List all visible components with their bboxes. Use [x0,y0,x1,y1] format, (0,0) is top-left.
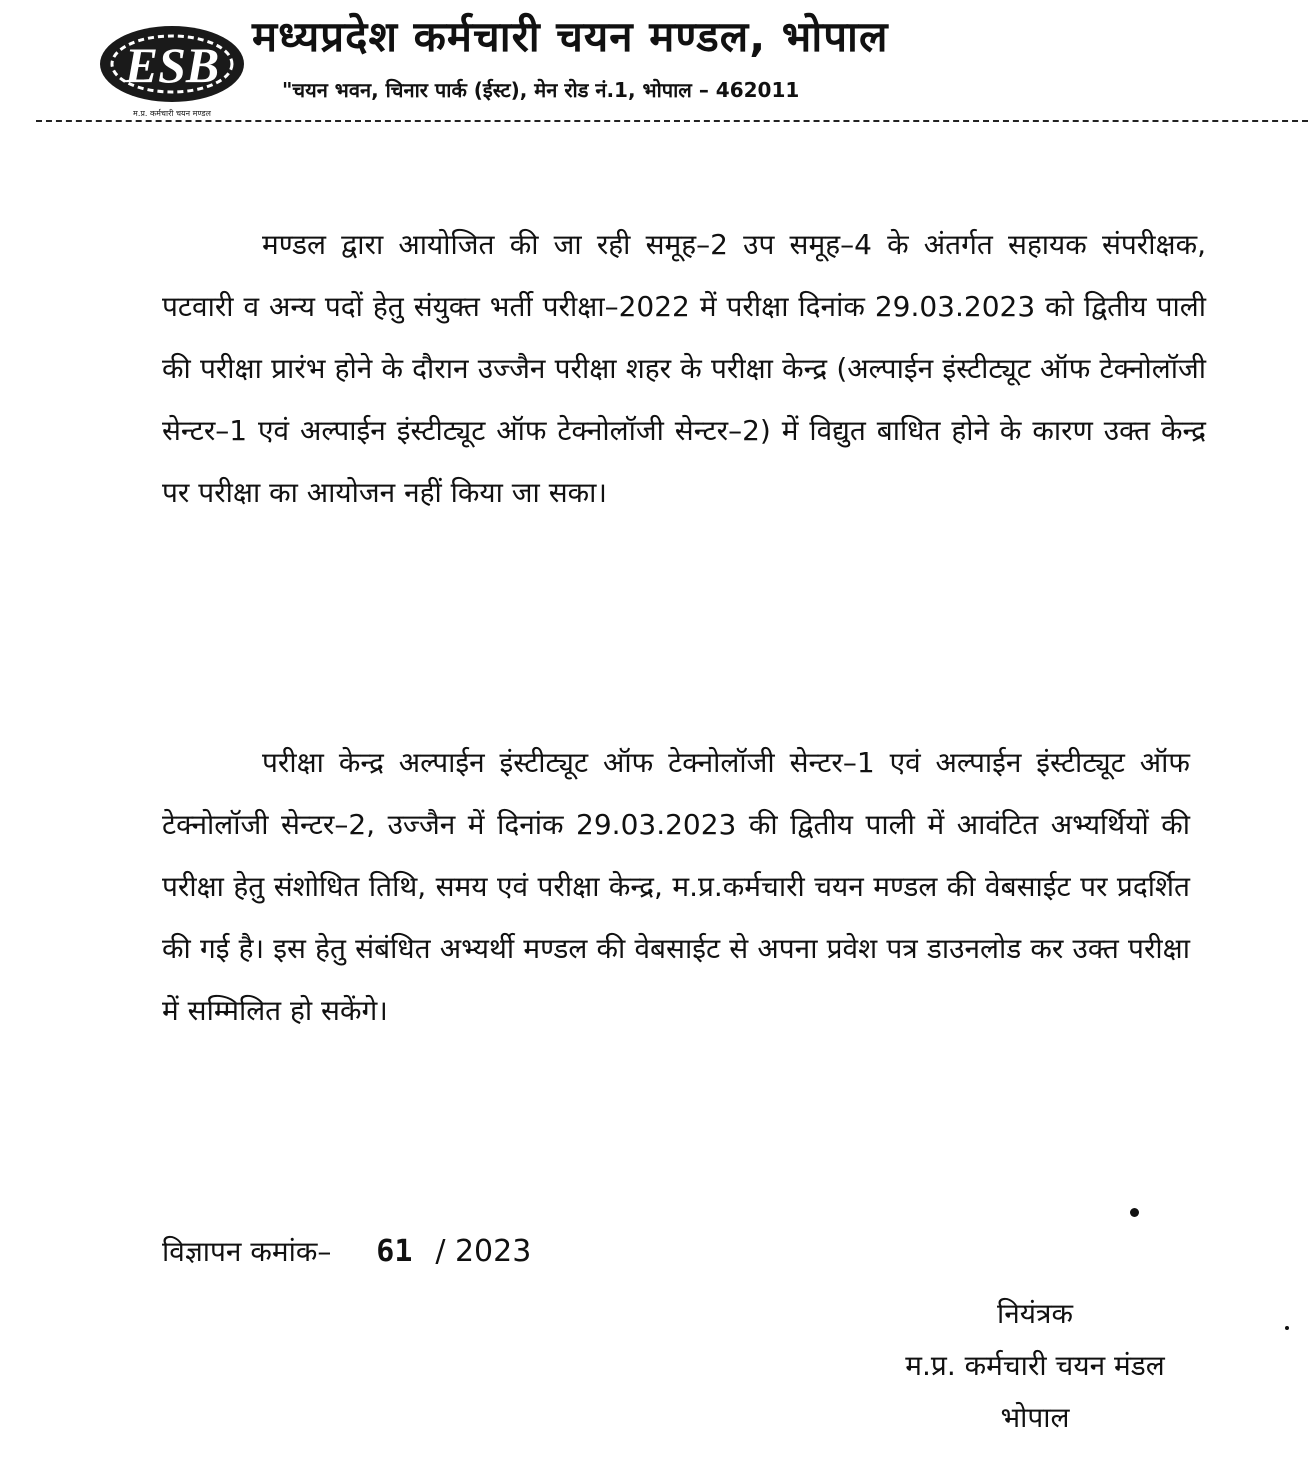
notice-paragraph-1: मण्डल द्वारा आयोजित की जा रही समूह–2 उप समूह–4 के अंतर्गत सहायक संपरीक्षक, पटवारी व अन्य पदों हेतु संयुक्त भर्ती परीक्षा–2022 में परीक्षा दिनांक 29.03.2023 को द्वितीय पाली की परीक्षा प्रारंभ होने के दौरान उज्जैन परीक्षा शहर के परीक्षा केन्द्र (अल्पाईन इंस्टीट्यूट ऑफ टेक्नोलॉजी सेन्टर–1 एवं अल्पाईन इंस्टीट्यूट ऑफ टेक्नोलॉजी सेन्टर–2) में विद्युत बाधित होने के कारण उक्त केन्द्र पर परीक्षा का आयोजन नहीं किया जा सका। [162,228,1206,509]
scan-dot-mark [1130,1208,1139,1217]
signature-block [850,1288,1220,1444]
advertisement-year: / 2023 [435,1234,532,1269]
advertisement-number [162,1232,531,1270]
organization-name: मध्यप्रदेश कर्मचारी चयन मण्डल, भोपाल [252,12,889,61]
organization-address: "चयन भवन, चिनार पार्क (ईस्ट), मेन रोड नं.1, भोपाल – 462011 [282,78,800,102]
signatory-organization: म.प्र. कर्मचारी चयन मंडल [905,1349,1165,1382]
logo-caption: म.प्र. कर्मचारी चयन मण्डल [133,109,211,118]
notice-paragraph-2: परीक्षा केन्द्र अल्पाईन इंस्टीट्यूट ऑफ टेक्नोलॉजी सेन्टर–1 एवं अल्पाईन इंस्टीट्यूट ऑफ टेक्नोलॉजी सेन्टर–2, उज्जैन में दिनांक 29.03.2023 की द्वितीय पाली में आवंटित अभ्यर्थियों की परीक्षा हेतु संशोधित तिथि, समय एवं परीक्षा केन्द्र, म.प्र.कर्मचारी चयन मण्डल की वेबसाईट पर प्रदर्शित की गई है। इस हेतु संबंधित अभ्यर्थी मण्डल की वेबसाईट से अपना प्रवेश पत्र डाउनलोड कर उक्त परीक्षा में सम्मिलित हो सकेंगे। [162,746,1190,1027]
advertisement-number-handwritten: 61 [376,1234,413,1269]
signatory-city: भोपाल [1000,1401,1070,1434]
signatory-title: नियंत्रक [997,1297,1073,1330]
esb-logo [98,24,246,120]
logo-lettering: ESB [124,37,220,93]
header-divider [36,120,1308,122]
advertisement-label: विज्ञापन कमांक– [162,1235,332,1268]
letterhead [0,0,1315,128]
scan-dot-mark [1285,1326,1289,1330]
